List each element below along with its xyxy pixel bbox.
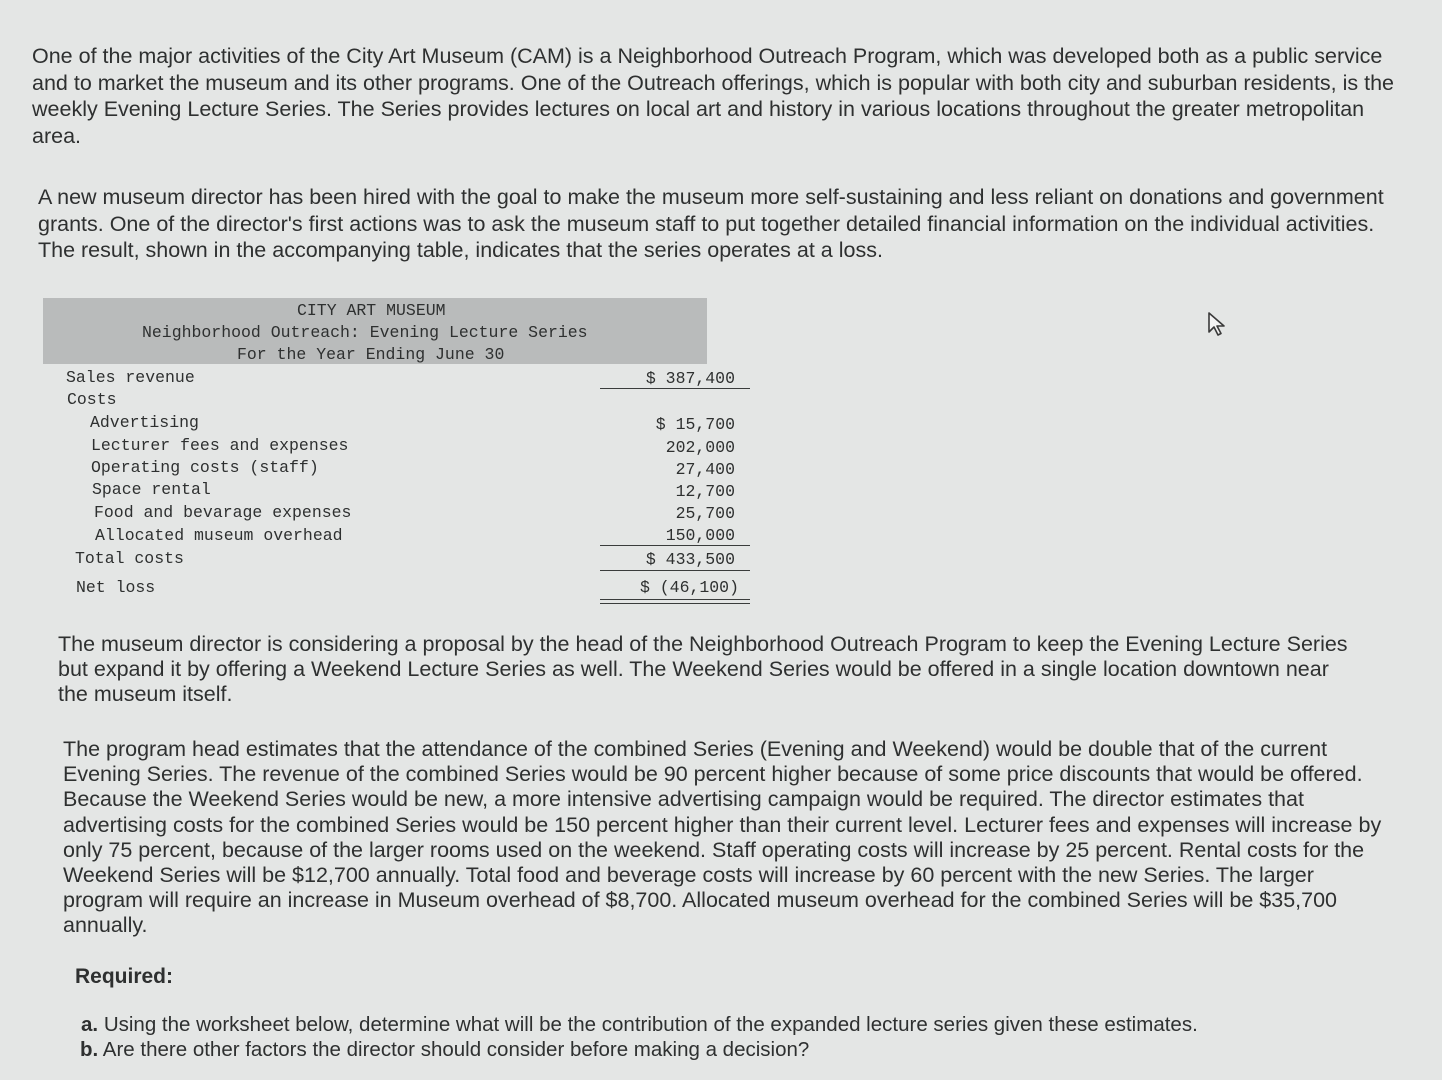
question-a-text: Using the worksheet below, determine what will be the contribution of the expanded lecture series given these estimates. — [103, 1013, 1198, 1036]
cost-item-label: Allocated museum overhead — [95, 526, 343, 545]
cost-item-value: 150,000 — [665, 526, 735, 545]
cost-item-label: Advertising — [90, 413, 199, 432]
cost-item-label: Operating costs (staff) — [91, 458, 319, 477]
net-loss-double-underline — [600, 599, 750, 604]
mouse-pointer-icon — [1207, 311, 1229, 342]
question-b — [80, 1038, 809, 1062]
required-heading: Required: — [75, 965, 174, 988]
costs-underline — [600, 545, 750, 546]
question-b-text: Are there other factors the director should consider before making a decision? — [102, 1038, 810, 1061]
costs-label: Costs — [67, 390, 117, 409]
cost-item-label: Space rental — [92, 480, 211, 499]
net-loss-value: $ (46,100) — [639, 578, 739, 597]
sales-underline — [600, 388, 750, 389]
question-a — [81, 1013, 1198, 1037]
statement-subtitle: Neighborhood Outreach: Evening Lecture Series — [142, 323, 588, 342]
cost-item-value: 202,000 — [665, 438, 735, 457]
sales-revenue-value: $ 387,400 — [645, 369, 735, 388]
proposal-paragraph-2: The program head estimates that the attendance of the combined Series (Evening and Weekend) would be double that of the current Evening Series. The revenue of the combined Series would be 90 percent higher because of some price discounts that would be offered. Because the Weekend Series would be new, a more intensive advertising campaign would be required. The director estimates that advertising costs for the combined Series would be 150 percent higher than their current level. Lecturer fees and expenses will increase by only 75 percent, because of the larger rooms used on the weekend. Staff operating costs will increase by 25 percent. Rental costs for the Weekend Series will be $12,700 annually. Total food and beverage costs will increase by 60 percent with the new Series. The larger program will require an increase in Museum overhead of $8,700. Allocated museum overhead for the combined Series will be $35,700 annually. — [63, 737, 1382, 938]
statement-title: CITY ART MUSEUM — [297, 301, 446, 320]
question-b-letter: b. — [80, 1038, 99, 1061]
statement-header — [43, 298, 707, 364]
question-a-letter: a. — [81, 1013, 99, 1036]
cost-item-value: $ 15,700 — [655, 415, 735, 434]
net-loss-label: Net loss — [76, 578, 156, 597]
total-costs-label: Total costs — [75, 549, 184, 568]
sales-revenue-label: Sales revenue — [66, 368, 195, 387]
cost-item-value: 12,700 — [675, 482, 735, 501]
intro-paragraph-2: A new museum director has been hired with the goal to make the museum more self-sustaining and less reliant on donations and government grants. One of the director's first actions was to ask the museum staff to put together detailed financial information on the individual activities. The result, shown in the accompanying table, indicates that the series operates at a loss. — [38, 185, 1384, 262]
cost-item-label: Food and bevarage expenses — [94, 503, 352, 522]
cost-item-value: 25,700 — [675, 504, 735, 523]
statement-period: For the Year Ending June 30 — [237, 345, 505, 364]
cost-item-label: Lecturer fees and expenses — [91, 436, 349, 455]
total-underline — [600, 570, 750, 571]
proposal-paragraph-1: The museum director is considering a proposal by the head of the Neighborhood Outreach Program to keep the Evening Lecture Series but expand it by offering a Weekend Lecture Series as well. The Weekend Series would be offered in a single location downtown near the museum itself. — [58, 632, 1348, 706]
intro-paragraph-1: One of the major activities of the City Art Museum (CAM) is a Neighborhood Outreach Program, which was developed both as a public service and to market the museum and its other programs. One of the Outreach offerings, which is popular with both city and suburban residents, is the weekly Evening Lecture Series. The Series provides lectures on local art and history in various locations throughout the greater metropolitan area. — [32, 44, 1394, 148]
income-statement — [43, 298, 739, 597]
cost-item-value: 27,400 — [675, 460, 735, 479]
total-costs-value: $ 433,500 — [645, 550, 735, 569]
